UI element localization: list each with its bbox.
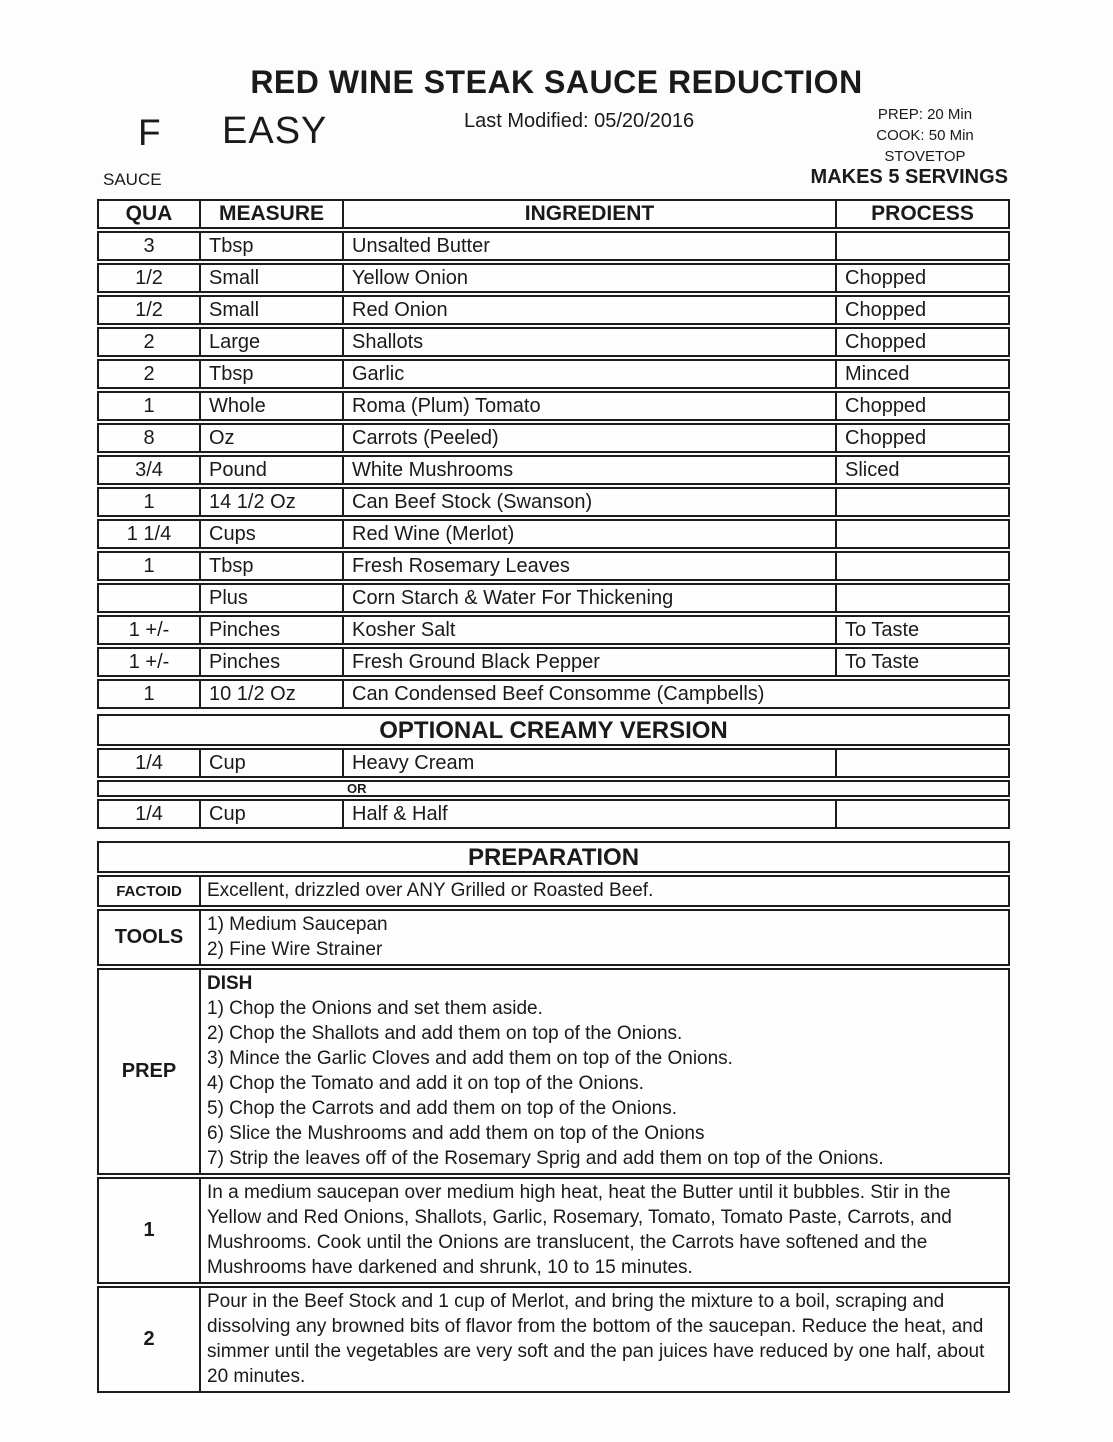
process-cell [835,521,1008,547]
measure-cell: 14 1/2 Oz [199,489,342,515]
step-number: 2 [143,1328,155,1350]
prep-step-item: 7) Strip the leaves off of the Rosemary Sprig and add them on top of the Onions. [207,1148,884,1169]
measure-cell: Small [199,265,342,291]
or-separator-row [97,780,1010,797]
or-label: OR [347,781,367,796]
ingredient-cell: Red Wine (Merlot) [342,521,835,547]
ingredients-header-row [97,199,1010,229]
ingredient-cell: Kosher Salt [342,617,835,643]
ingredient-cell: Shallots [342,329,835,355]
prep-step-item: 6) Slice the Mushrooms and add them on top of the Onions [207,1123,705,1144]
factoid-text: Excellent, drizzled over ANY Grilled or Roasted Beef. [199,877,1008,905]
ingredient-cell: Heavy Cream [342,750,835,776]
column-header-measure: MEASURE [199,201,342,227]
tool-item: 1) Medium Saucepan [207,914,388,935]
step-number: 1 [143,1219,155,1241]
ingredient-row [97,583,1010,613]
optional-section-title: OPTIONAL CREAMY VERSION [379,717,728,744]
recipe-category: SAUCE [103,170,162,189]
ingredient-row [97,455,1010,485]
cooking-step-row [97,1286,1010,1393]
ingredient-row [97,295,1010,325]
column-header-qua: QUA [125,202,173,225]
ingredient-row [97,231,1010,261]
preparation-title-row [97,841,1010,873]
prep-step-item: 2) Chop the Shallots and add them on top of the Onions. [207,1023,683,1044]
quantity-cell: 1/2 [135,267,163,289]
measure-cell: 10 1/2 Oz [199,681,342,707]
ingredient-row [97,359,1010,389]
cook-method: STOVETOP [884,148,966,165]
process-cell [835,489,1008,515]
quantity-cell: 1 +/- [128,651,170,673]
tools-row [97,909,1010,966]
ingredient-cell: Can Condensed Beef Consomme (Campbells) [342,681,1008,707]
ingredient-cell: Carrots (Peeled) [342,425,835,451]
measure-cell: Tbsp [199,553,342,579]
step-text: In a medium saucepan over medium high heat, heat the Butter until it bubbles. Stir in the Yellow and Red Onions, Shallots, Garlic, Rosemary, Tomato, Tomato Paste, Carrots, and Mushrooms. Cook until the Onions are translucent, the Carrots have softened and the Mushrooms have darkened and shrunk, 10 to 15 minutes. [199,1179,1008,1282]
ingredient-row [97,615,1010,645]
quantity-cell: 1 [143,395,155,417]
quantity-cell: 1 [143,555,155,577]
ingredient-row [97,748,1010,778]
ingredient-cell: Half & Half [342,801,835,827]
optional-section-title-row [97,714,1010,746]
measure-cell: Small [199,297,342,323]
measure-cell: Plus [199,585,342,611]
last-modified: Last Modified: 05/20/2016 [464,110,695,132]
ingredient-row [97,423,1010,453]
cooking-step-row [97,1177,1010,1284]
process-cell [835,553,1008,579]
cook-time: COOK: 50 Min [876,127,974,144]
quantity-cell: 1 [143,683,155,705]
prep-label: PREP [121,1060,177,1082]
ingredient-row [97,391,1010,421]
optional-creamy-table [97,714,1010,829]
ingredient-row [97,519,1010,549]
measure-cell: Pinches [199,649,342,675]
ingredient-cell: Roma (Plum) Tomato [342,393,835,419]
measure-cell: Tbsp [199,233,342,259]
ingredient-cell: Fresh Ground Black Pepper [342,649,835,675]
ingredient-row [97,263,1010,293]
grade-letter: F [138,112,161,153]
page-title: RED WINE STEAK SAUCE REDUCTION [250,64,863,100]
process-cell: Chopped [835,425,1008,451]
quantity-cell: 1/4 [135,803,163,825]
factoid-label: FACTOID [116,882,182,900]
time-info-block [840,104,1010,167]
prep-step-item: 3) Mince the Garlic Cloves and add them on top of the Onions. [207,1048,733,1069]
ingredient-row [97,551,1010,581]
ingredient-cell: Can Beef Stock (Swanson) [342,489,835,515]
prep-steps-list [199,970,1008,1173]
measure-cell: Pinches [199,617,342,643]
process-cell: Chopped [835,393,1008,419]
prep-step-item: 1) Chop the Onions and set them aside. [207,998,543,1019]
tool-item: 2) Fine Wire Strainer [207,939,383,960]
process-cell: To Taste [835,617,1008,643]
prep-step-item: 5) Chop the Carrots and add them on top of the Onions. [207,1098,678,1119]
preparation-title: PREPARATION [467,844,640,871]
quantity-cell: 1 1/4 [126,523,172,545]
quantity-cell: 1 +/- [128,619,170,641]
measure-cell: Whole [199,393,342,419]
prep-row [97,968,1010,1175]
ingredient-cell: White Mushrooms [342,457,835,483]
quantity-cell: 8 [143,427,155,449]
measure-cell: Cups [199,521,342,547]
quantity-cell: 2 [143,363,155,385]
ingredient-row [97,679,1010,709]
preparation-table [97,841,1010,1393]
dish-label: DISH [207,973,253,994]
process-cell [835,801,1008,827]
step-text: Pour in the Beef Stock and 1 cup of Merlot, and bring the mixture to a boil, scraping and dissolving any browned bits of flavor from the bottom of the saucepan. Reduce the heat, and simmer until the vegetables are very soft and the pan juices have reduced by one half, about 20 minutes. [199,1288,1008,1391]
column-header-ingredient: INGREDIENT [342,201,835,227]
process-cell: Sliced [835,457,1008,483]
ingredient-cell: Garlic [342,361,835,387]
process-cell: Chopped [835,297,1008,323]
measure-cell: Oz [199,425,342,451]
ingredient-cell: Yellow Onion [342,265,835,291]
factoid-row [97,875,1010,907]
tools-list [199,911,1008,964]
prep-time: PREP: 20 Min [877,106,973,123]
process-cell: Minced [835,361,1008,387]
ingredient-row [97,487,1010,517]
quantity-cell: 3 [143,235,155,257]
tools-label: TOOLS [114,926,184,948]
quantity-cell [99,585,199,611]
quantity-cell: 2 [143,331,155,353]
ingredient-cell: Unsalted Butter [342,233,835,259]
ingredient-cell: Fresh Rosemary Leaves [342,553,835,579]
process-cell: To Taste [835,649,1008,675]
measure-cell: Large [199,329,342,355]
ingredient-row [97,327,1010,357]
difficulty-label: EASY [222,110,328,152]
column-header-process: PROCESS [835,201,1008,227]
ingredient-cell: Red Onion [342,297,835,323]
process-cell: Chopped [835,265,1008,291]
quantity-cell: 1/4 [135,752,163,774]
quantity-cell: 1/2 [135,299,163,321]
process-cell [835,750,1008,776]
measure-cell: Tbsp [199,361,342,387]
quantity-cell: 1 [143,491,155,513]
ingredient-cell: Corn Starch & Water For Thickening [342,585,835,611]
servings-label: MAKES 5 SERVINGS [810,166,1008,188]
quantity-cell: 3/4 [135,459,163,481]
process-cell [835,585,1008,611]
measure-cell: Cup [199,750,342,776]
ingredient-row [97,647,1010,677]
measure-cell: Cup [199,801,342,827]
prep-step-item: 4) Chop the Tomato and add it on top of the Onions. [207,1073,644,1094]
ingredient-row [97,799,1010,829]
process-cell [835,233,1008,259]
ingredients-table [97,199,1010,709]
measure-cell: Pound [199,457,342,483]
process-cell: Chopped [835,329,1008,355]
